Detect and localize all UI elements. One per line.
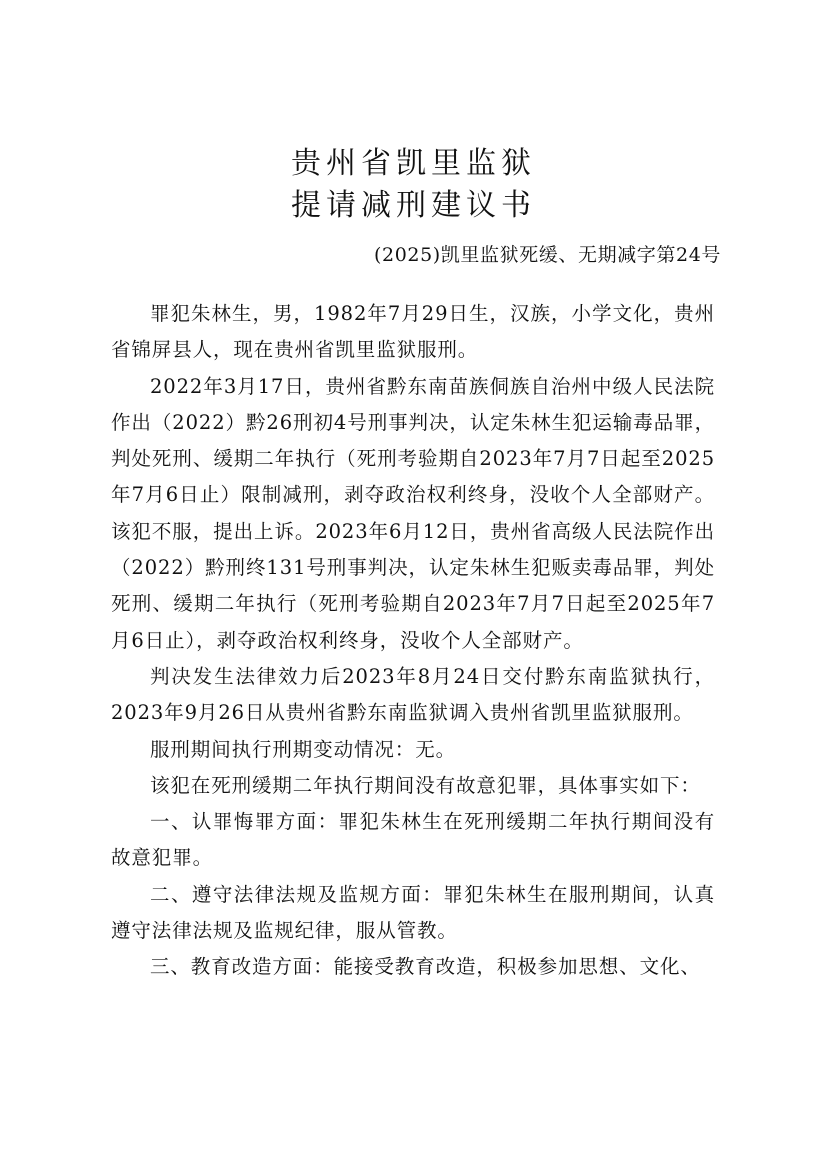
document-body bbox=[111, 296, 715, 986]
document-title-line-1: 贵州省凯里监狱 bbox=[291, 146, 536, 181]
document-number: (2025)凯里监狱死缓、无期减字第24号 bbox=[374, 244, 721, 266]
paragraph-education: 三、教育改造方面：能接受教育改造，积极参加思想、文化、 bbox=[150, 955, 701, 979]
paragraph-judgment-history: 2022年3月17日，贵州省黔东南苗族侗族自治州中级人民法院作出（2022）黔26刑初4号刑事判决，认定朱林生犯运输毒品罪，判处死刑、缓期二年执行（死刑考验期自2023年7月7日起至2025年7月6日止）限制减刑，剥夺政治权利终身，没收个人全部财产。该犯不服，提出上诉。2023年6月12日，贵州省高级人民法院作出（2022）黔刑终131号刑事判决，认定朱林生犯贩卖毒品罪，判处死刑、缓期二年执行（死刑考验期自2023年7月7日起至2025年7月6日止），剥夺政治权利终身，没收个人全部财产。 bbox=[111, 374, 715, 652]
paragraph-law-abiding: 二、遵守法律法规及监规方面：罪犯朱林生在服刑期间，认真遵守法律法规及监规纪律，服从管教。 bbox=[111, 882, 715, 943]
paragraph-transfer-info: 判决发生法律效力后2023年8月24日交付黔东南监狱执行，2023年9月26日从贵州省黔东南监狱调入贵州省凯里监狱服刑。 bbox=[111, 664, 715, 725]
paragraph-criminal-info: 罪犯朱林生，男，1982年7月29日生，汉族，小学文化，贵州省锦屏县人，现在贵州省凯里监狱服刑。 bbox=[111, 302, 715, 362]
paragraph-sentence-changes: 服刑期间执行刑期变动情况：无。 bbox=[150, 737, 457, 761]
paragraph-remorse: 一、认罪悔罪方面：罪犯朱林生在死刑缓期二年执行期间没有故意犯罪。 bbox=[111, 810, 715, 870]
document-title-line-2: 提请减刑建议书 bbox=[291, 188, 536, 223]
paragraph-facts-intro: 该犯在死刑缓期二年执行期间没有故意犯罪，具体事实如下： bbox=[150, 773, 701, 797]
